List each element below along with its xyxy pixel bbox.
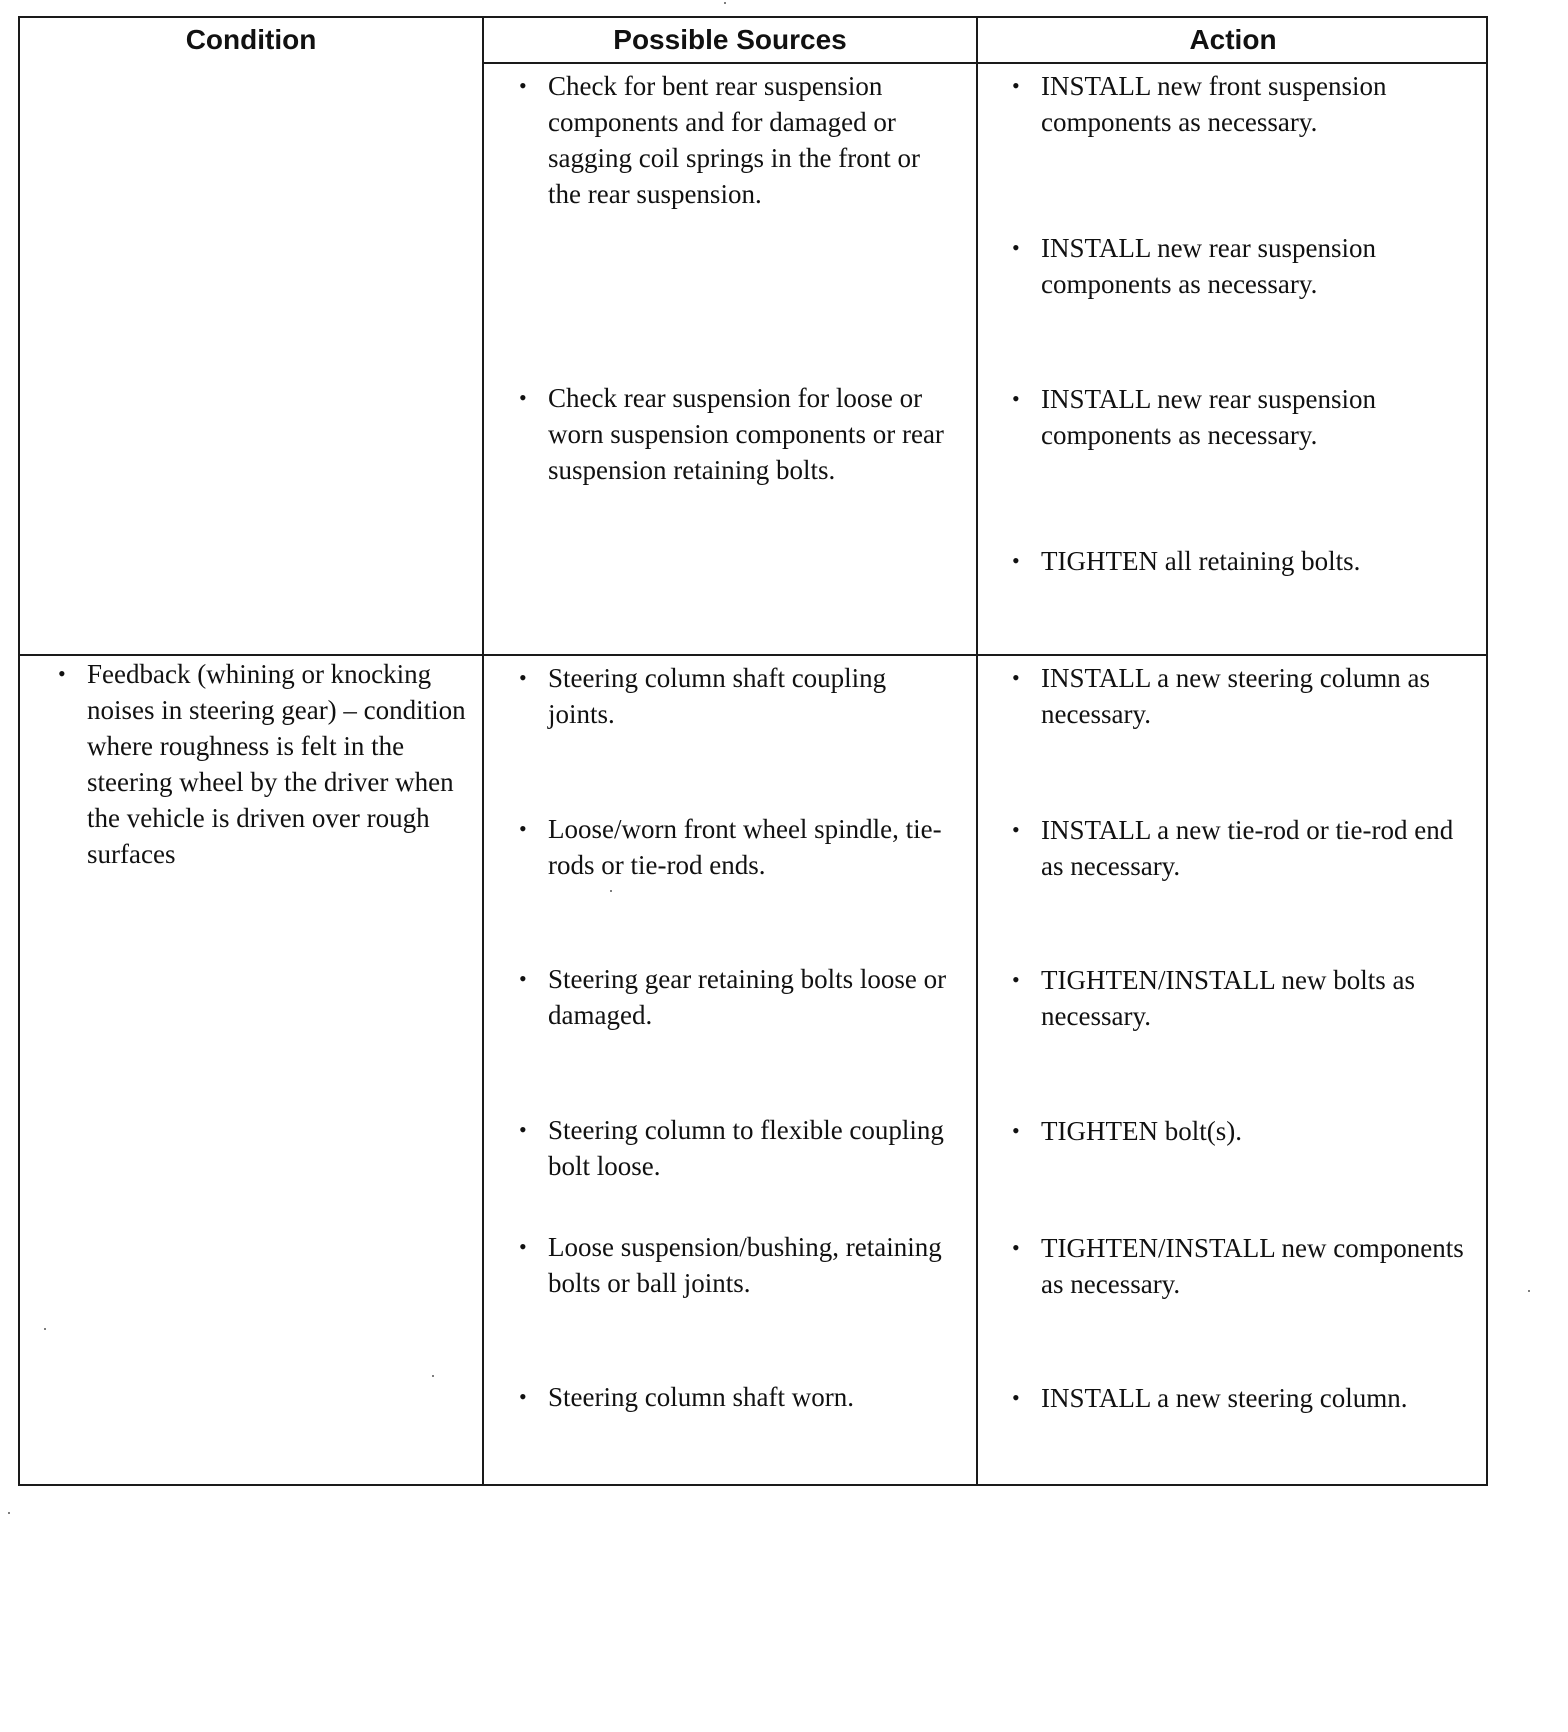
source-text: Loose/worn front wheel spindle, tie-rods or tie-rod ends. <box>548 814 942 880</box>
action-text: TIGHTEN bolt(s). <box>1041 1116 1242 1146</box>
bullet-icon: • <box>519 385 527 410</box>
action-text: INSTALL new rear suspension components as necessary. <box>1041 384 1377 450</box>
action-text: INSTALL a new steering column as necessary. <box>1041 663 1430 729</box>
source-text: Steering gear retaining bolts loose or damaged. <box>548 964 947 1030</box>
header-action: Action <box>1189 24 1277 55</box>
condition-text: Feedback (whining or knocking noises in steering gear) – condition where roughness is felt in the steering wheel by the driver when the vehicle is driven over rough surfaces <box>87 659 466 869</box>
scan-speck <box>44 1328 46 1330</box>
action-text: TIGHTEN/INSTALL new bolts as necessary. <box>1041 965 1416 1031</box>
action-item <box>1012 230 1471 302</box>
source-item <box>519 660 958 732</box>
action-item <box>1012 660 1471 732</box>
action-item <box>1012 381 1471 453</box>
bullet-icon: • <box>1012 1385 1020 1410</box>
bullet-icon: • <box>1012 967 1020 992</box>
scan-speck <box>724 2 726 4</box>
action-text: TIGHTEN all retaining bolts. <box>1041 546 1361 576</box>
scan-speck <box>432 1375 434 1377</box>
bullet-icon: • <box>519 966 527 991</box>
source-item <box>519 811 958 883</box>
source-text: Steering column shaft worn. <box>548 1382 854 1412</box>
action-item <box>1012 812 1471 884</box>
bullet-icon: • <box>519 73 527 98</box>
action-text: INSTALL new rear suspension components as necessary. <box>1041 233 1377 299</box>
bullet-icon: • <box>1012 386 1020 411</box>
bullet-icon: • <box>1012 1235 1020 1260</box>
header-condition: Condition <box>185 24 317 55</box>
bullet-icon: • <box>1012 817 1020 842</box>
source-item <box>519 1229 958 1301</box>
bullet-icon: • <box>1012 1118 1020 1143</box>
column-divider <box>482 18 484 1484</box>
bullet-icon: • <box>519 1234 527 1259</box>
action-item <box>1012 1230 1471 1302</box>
scan-speck <box>8 1512 10 1514</box>
bullet-icon: • <box>1012 665 1020 690</box>
bullet-icon: • <box>519 816 527 841</box>
source-text: Steering column to flexible coupling bolt loose. <box>548 1115 944 1181</box>
source-text: Loose suspension/bushing, retaining bolts or ball joints. <box>548 1232 942 1298</box>
action-item <box>1012 543 1471 579</box>
scan-speck <box>610 890 612 892</box>
bullet-icon: • <box>519 665 527 690</box>
source-item <box>519 1112 958 1184</box>
action-item <box>1012 962 1471 1034</box>
action-text: TIGHTEN/INSTALL new components as necessary. <box>1041 1233 1464 1299</box>
action-item <box>1012 1113 1471 1149</box>
bullet-icon: • <box>1012 548 1020 573</box>
source-item <box>519 1379 958 1415</box>
source-text: Steering column shaft coupling joints. <box>548 663 887 729</box>
action-item <box>1012 1380 1471 1416</box>
header-divider <box>482 62 1486 64</box>
action-item <box>1012 68 1471 140</box>
bullet-icon: • <box>519 1384 527 1409</box>
bullet-icon: • <box>519 1117 527 1142</box>
source-item <box>519 68 958 212</box>
source-text: Check rear suspension for loose or worn suspension components or rear suspension retaining bolts. <box>548 383 944 485</box>
action-text: INSTALL a new tie-rod or tie-rod end as necessary. <box>1041 815 1454 881</box>
source-text: Check for bent rear suspension components and for damaged or sagging coil springs in the front or the rear suspension. <box>548 71 920 209</box>
bullet-icon: • <box>1012 235 1020 260</box>
action-text: INSTALL new front suspension components as necessary. <box>1041 71 1387 137</box>
condition-item <box>58 656 472 872</box>
action-text: INSTALL a new steering column. <box>1041 1383 1408 1413</box>
source-item <box>519 380 958 488</box>
bullet-icon: • <box>1012 73 1020 98</box>
source-item <box>519 961 958 1033</box>
header-possible-sources: Possible Sources <box>613 24 847 55</box>
diagnosis-table <box>18 16 1488 1486</box>
scan-speck <box>1528 1290 1530 1292</box>
column-divider <box>976 18 978 1484</box>
bullet-icon: • <box>58 661 66 686</box>
